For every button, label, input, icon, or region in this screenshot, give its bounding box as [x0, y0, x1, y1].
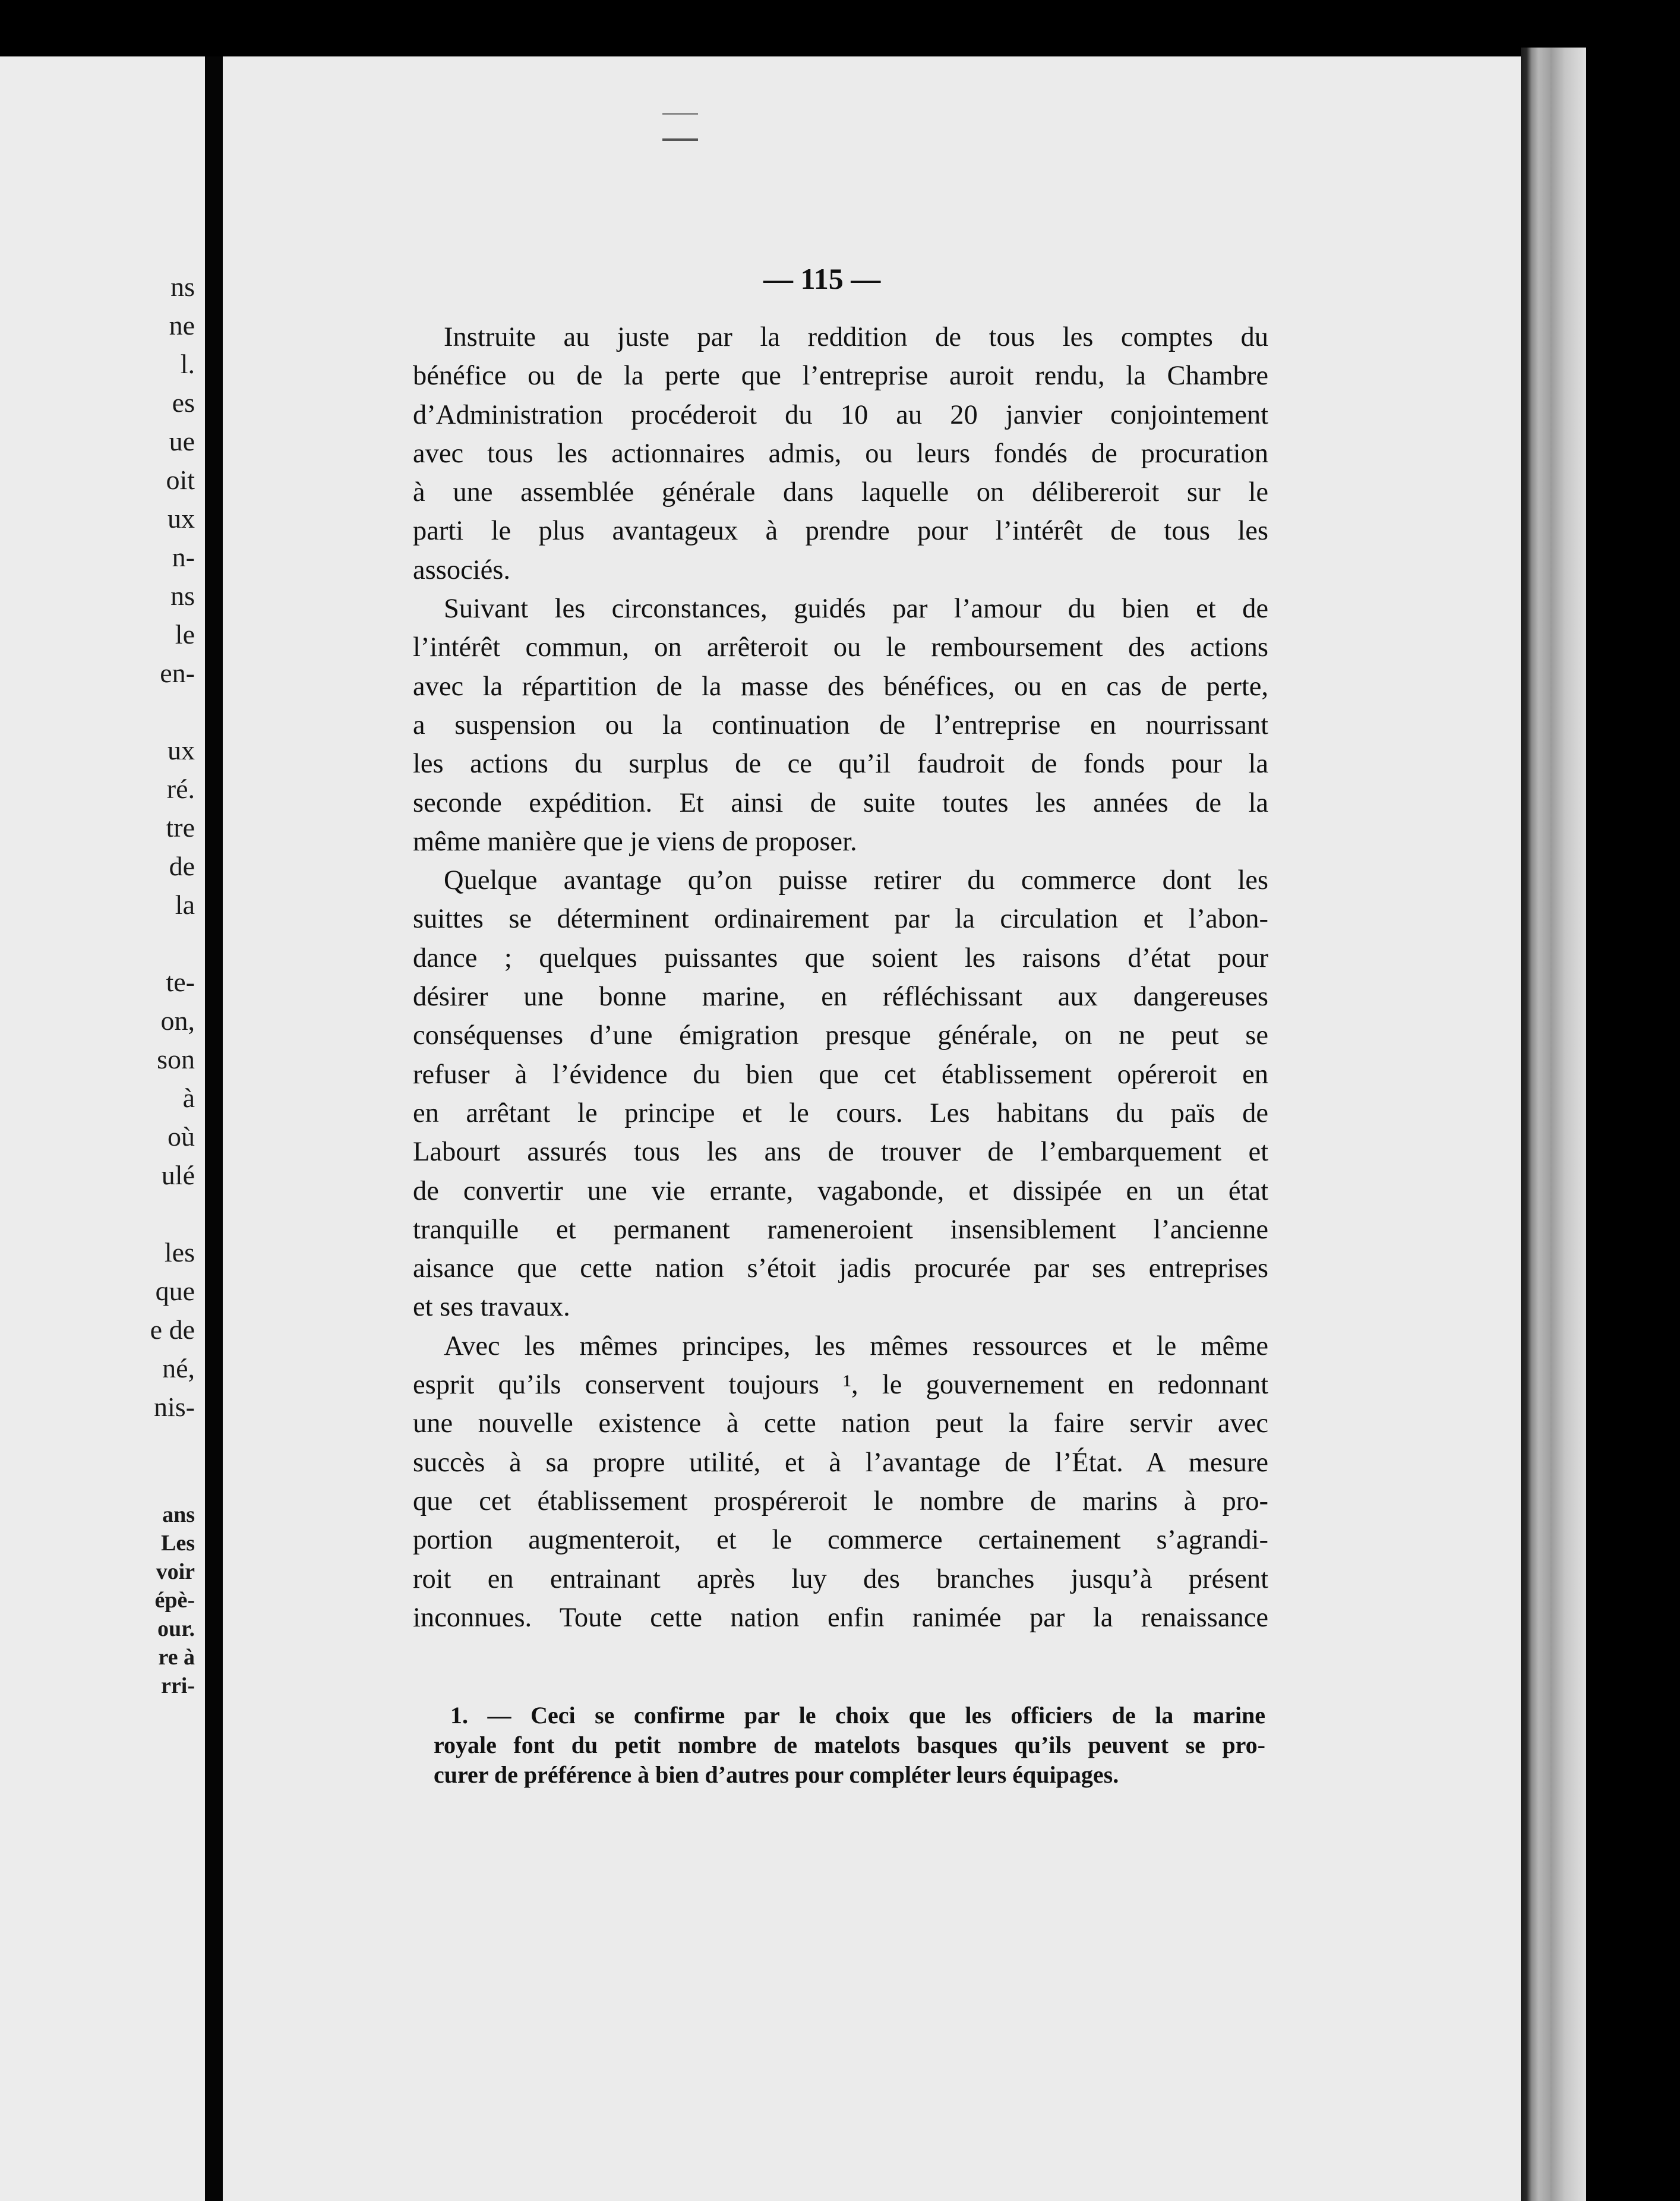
text-line: d’Administration procéderoit du 10 au 20 janvier conjointement	[413, 399, 1268, 430]
text-line: portion augmenteroit, et le commerce certainement s’agrandi-	[413, 1525, 1268, 1556]
left-page-fragment: né,	[162, 1353, 195, 1383]
left-page-fragment: nis-	[154, 1392, 195, 1422]
text-line: que cet établissement prospéreroit le nombre de marins à pro-	[413, 1486, 1268, 1516]
left-page-fragment: son	[157, 1044, 195, 1074]
left-page-fragment: n-	[172, 542, 195, 572]
left-page-footnote-fragment: Les	[161, 1531, 195, 1556]
text-line: conséquenses d’une émigration presque générale, on ne peut se	[413, 1020, 1268, 1051]
left-page-fragment: ux	[168, 735, 195, 765]
text-line: Avec les mêmes principes, les mêmes ressources et le même	[444, 1330, 1268, 1361]
left-page-fragment: on,	[160, 1005, 195, 1036]
left-page-footnote-fragment: rri-	[161, 1673, 195, 1698]
left-page-fragment: ns	[170, 272, 195, 302]
left-page-fragment: te-	[166, 967, 195, 997]
text-line: de convertir une vie errante, vagabonde, et dissipée en un état	[413, 1175, 1268, 1206]
text-line: avec tous les actionnaires admis, ou leurs fondés de procuration	[413, 438, 1268, 469]
footnote-line: 1. — Ceci se confirme par le choix que les officiers de la marine	[450, 1702, 1265, 1729]
left-page-fragment: ns	[170, 581, 195, 611]
text-line: succès à sa propre utilité, et à l’avantage de l’État. A mesure	[413, 1447, 1268, 1478]
page-tab-mark	[662, 113, 698, 141]
text-line: avec la répartition de la masse des bénéfices, ou en cas de perte,	[413, 671, 1268, 702]
text-line: Quelque avantage qu’on puisse retirer du commerce dont les	[444, 865, 1268, 896]
text-line: Instruite au juste par la reddition de tous les comptes du	[444, 322, 1268, 352]
footnote-line: curer de préférence à bien d’autres pour compléter leurs équipages.	[434, 1761, 1119, 1788]
left-page-footnote-fragment: our.	[157, 1616, 195, 1641]
text-line: bénéfice ou de la perte que l’entreprise auroit rendu, la Chambre	[413, 361, 1268, 392]
left-page-fragment: de	[169, 851, 195, 881]
text-line: et ses travaux.	[413, 1292, 570, 1323]
text-line: a suspension ou la continuation de l’entreprise en nourrissant	[413, 710, 1268, 740]
text-line: une nouvelle existence à cette nation peut la faire servir avec	[413, 1408, 1268, 1439]
left-page-fragment: le	[175, 619, 195, 649]
left-page-footnote-fragment: ans	[162, 1502, 195, 1527]
text-line: refuser à l’évidence du bien que cet établissement opéreroit en	[413, 1059, 1268, 1090]
text-line: dance ; quelques puissantes que soient les raisons d’état pour	[413, 942, 1268, 973]
left-page-footnote-fragment: voir	[156, 1559, 195, 1584]
text-line: roit en entrainant après luy des branches jusqu’à présent	[413, 1563, 1268, 1594]
page-gutter	[205, 56, 223, 2201]
left-page-fragment: les	[164, 1237, 195, 1267]
text-line: à une assemblée générale dans laquelle on délibereroit sur le	[413, 477, 1268, 508]
text-line: aisance que cette nation s’étoit jadis procurée par ses entreprises	[413, 1253, 1268, 1284]
text-line: Labourt assurés tous les ans de trouver de l’embarquement et	[413, 1137, 1268, 1168]
left-page-fragment: ré.	[166, 774, 195, 804]
left-page-text-fragments	[0, 56, 202, 2201]
text-line: suittes se déterminent ordinairement par la circulation et l’abon-	[413, 904, 1268, 935]
left-page-fragment: e de	[150, 1314, 195, 1345]
page-edge-paper	[1550, 48, 1586, 2201]
text-line: seconde expédition. Et ainsi de suite toutes les années de la	[413, 787, 1268, 818]
left-page-footnote-fragment: épè-	[154, 1588, 195, 1613]
left-page-fragment: es	[172, 387, 195, 418]
footnote-line: royale font du petit nombre de matelots basques qu’ils peuvent se pro-	[434, 1732, 1265, 1758]
text-line: esprit qu’ils conservent toujours ¹, le gouvernement en redonnant	[413, 1370, 1268, 1401]
left-page-fragment: ne	[169, 310, 195, 340]
left-page-fragment: tre	[166, 812, 195, 843]
text-line: même manière que je viens de proposer.	[413, 826, 857, 857]
left-page-fragment: où	[168, 1121, 195, 1152]
text-line: associés.	[413, 554, 510, 585]
left-page-fragment: ulé	[161, 1160, 195, 1190]
footnote	[434, 1701, 1265, 1790]
text-line: inconnues. Toute cette nation enfin ranimée par la renaissance	[413, 1602, 1268, 1633]
text-line: l’intérêt commun, on arrêteroit ou le remboursement des actions	[413, 632, 1268, 663]
left-page-fragment: en-	[160, 658, 195, 688]
text-line: tranquille et permanent rameneroient insensiblement l’ancienne	[413, 1214, 1268, 1245]
text-line: Suivant les circonstances, guidés par l’amour du bien et de	[444, 594, 1268, 625]
left-page-fragment: l.	[180, 349, 195, 379]
left-page-fragment: oit	[166, 465, 195, 495]
body-text	[413, 318, 1268, 1637]
left-page-fragment: ue	[169, 426, 195, 456]
left-page-fragment: à	[182, 1083, 195, 1113]
text-line: parti le plus avantageux à prendre pour l’intérêt de tous les	[413, 516, 1268, 547]
text-line: les actions du surplus de ce qu’il faudroit de fonds pour la	[413, 749, 1268, 780]
page-number: — 115 —	[763, 262, 881, 295]
left-page-fragment: la	[175, 890, 195, 920]
text-line: en arrêtant le principe et le cours. Les habitans du païs de	[413, 1098, 1268, 1128]
text-line: désirer une bonne marine, en réfléchissant aux dangereuses	[413, 982, 1268, 1013]
left-page-footnote-fragment: re à	[158, 1645, 195, 1670]
page-edge-shadow	[1521, 48, 1550, 2201]
left-page-fragment: ux	[168, 503, 195, 534]
left-facing-page	[0, 56, 205, 2201]
left-page-fragment: que	[155, 1276, 195, 1306]
